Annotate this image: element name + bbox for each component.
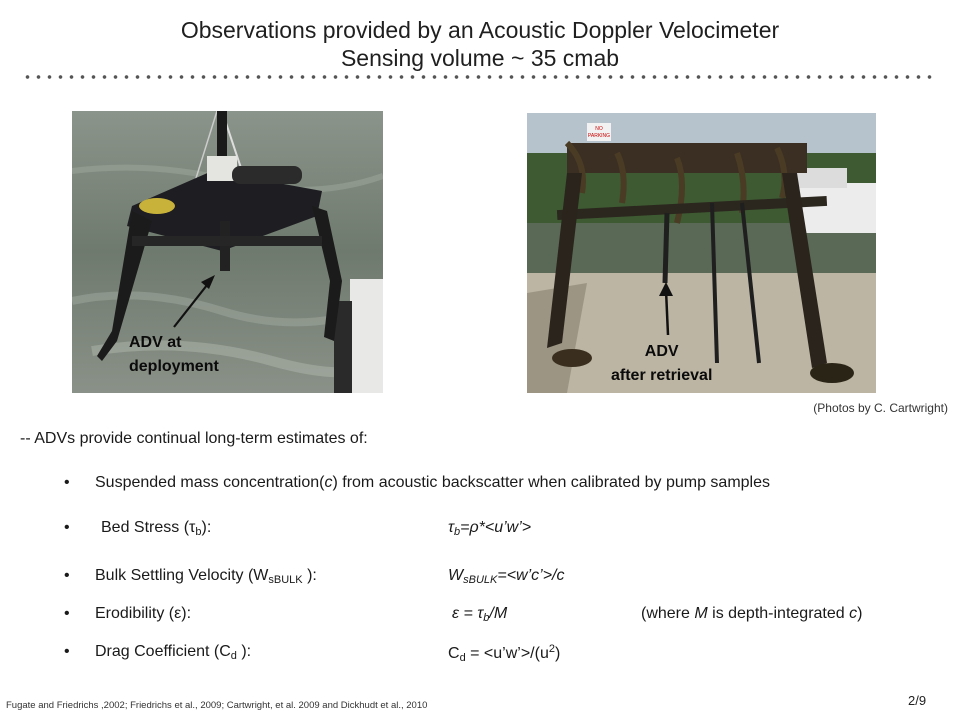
formula-erodibility: $\varepsilon = \tau_b/M$ <box>452 605 508 624</box>
bullet-dot: • <box>64 474 70 491</box>
bullet-dot: • <box>64 519 70 536</box>
bullet-dot: • <box>64 643 70 660</box>
photo-credit: (Photos by C. Cartwright) <box>813 401 948 415</box>
bullet-erodibility: • Erodibility (ε): $\varepsilon = \tau_b/M$ (where M is depth-integrated c) <box>64 605 863 624</box>
bullet-settling-velocity: • Bulk Settling Velocity ($W_{sBULK}$ ): $W_{sBULK}=<w’c’>/c$ <box>64 567 565 586</box>
sign-text-line2: PARKING <box>587 133 611 139</box>
page-number: 2/9 <box>908 693 927 708</box>
label-left-line-1: ADV at <box>129 334 182 351</box>
bullet-dot: • <box>64 605 70 622</box>
references: Fugate and Friedrichs ,2002; Friedrichs et al., 2009; Cartwright, et al. 2009 and Dickhudt et al., 2010 <box>6 700 428 711</box>
erodibility-note: (where M is depth-integrated c) <box>641 605 863 622</box>
formula-settling-velocity: $W_{sBULK}=<w’c’>/c$ <box>448 567 565 586</box>
bullet-drag-coefficient: • Drag Coefficient ($C_d$ ): $C_d$ = $<u’w’>/(u^2)$ <box>64 643 561 664</box>
label-adv-retrieval <box>611 340 712 388</box>
title-line-1: Observations provided by an Acoustic Doppler Velocimeter <box>180 17 780 43</box>
title-line-2: Sensing volume ~ 35 cmab <box>340 45 620 71</box>
bullet-bed-stress: • Bed Stress $(\tau_b)$: $\tau_b=\rho*<u’w’>$ <box>64 519 532 538</box>
label-left-line-2: deployment <box>129 358 219 375</box>
formula-drag-coefficient: $C_d$ = $<u’w’>/(u^2)$ <box>448 643 561 664</box>
label-right-line-1: ADV <box>644 343 679 360</box>
sign-text-line1: NO <box>595 126 603 132</box>
intro-text: -- ADVs provide continual long-term estimates of: <box>20 430 368 447</box>
bullet-dot: • <box>64 567 70 584</box>
bullet-suspended-mass: • Suspended mass concentration(c) from acoustic backscatter when calibrated by pump samples <box>64 474 770 491</box>
label-right-line-2: after retrieval <box>611 367 713 384</box>
formula-bed-stress: $\tau_b=\rho*<u’w’>$ <box>448 519 532 538</box>
